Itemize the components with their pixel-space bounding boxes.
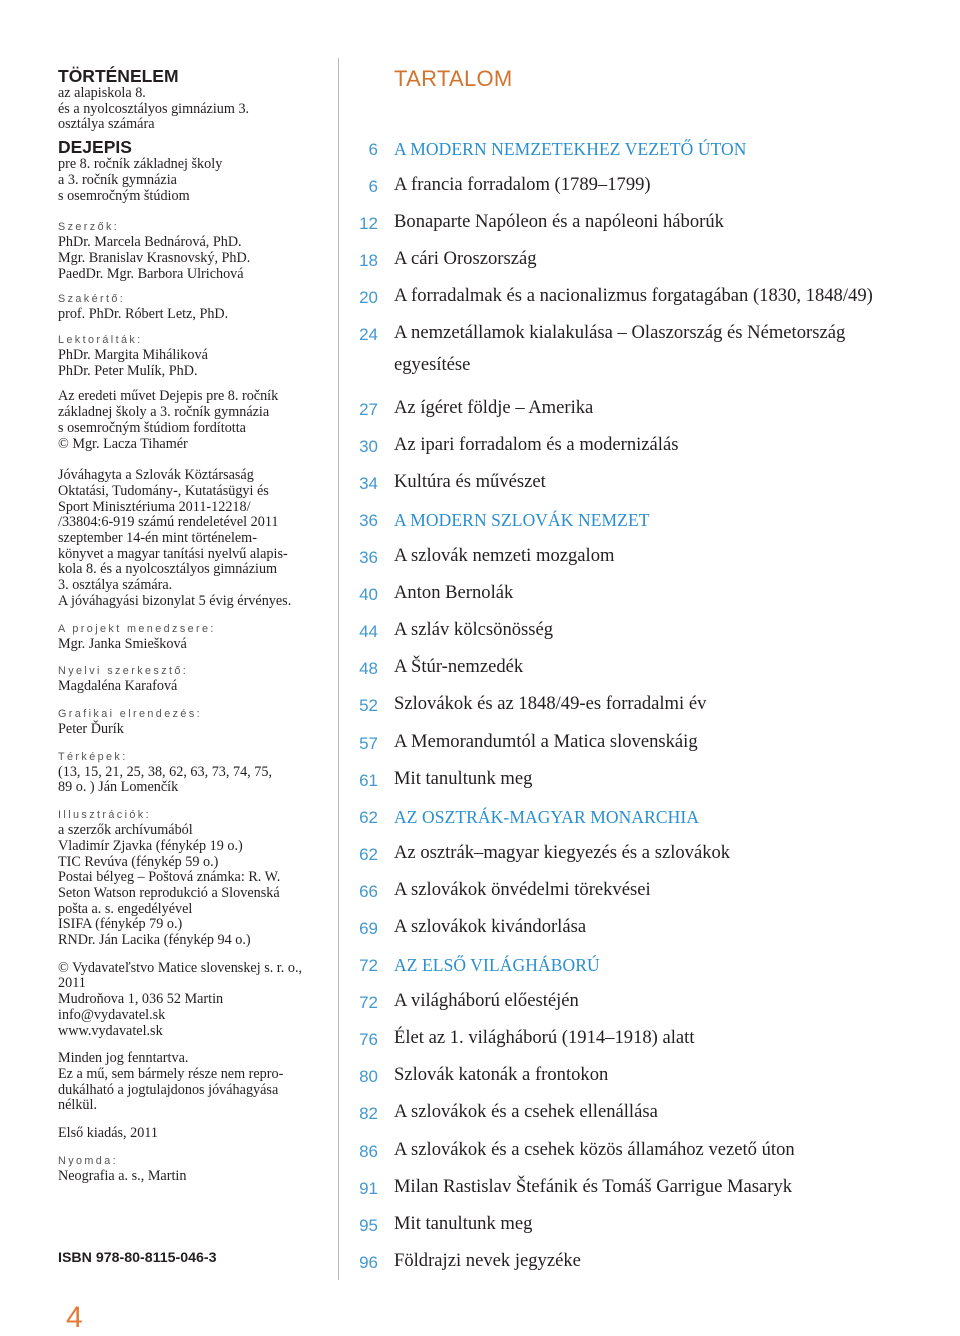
toc-page-number: 95 — [359, 1215, 378, 1235]
approval-line: Oktatási, Tudomány-, Kutatásügyi és — [58, 482, 269, 499]
reviewers-label: Lektorálták: — [58, 334, 143, 347]
toc-title: TARTALOM — [394, 66, 513, 91]
project-manager-label: A projekt menedzsere: — [58, 622, 216, 635]
illustrations-line: Seton Watson reprodukció a Slovenská — [58, 884, 280, 901]
expert: prof. PhDr. Róbert Letz, PhD. — [58, 306, 229, 323]
toc-page-number: 96 — [359, 1252, 378, 1272]
toc-entry-title: AZ OSZTRÁK-MAGYAR MONARCHIA — [394, 806, 700, 827]
toc-entry-title: A MODERN SZLOVÁK NEMZET — [394, 509, 650, 530]
history-title: TÖRTÉNELEM — [58, 66, 179, 86]
toc-page-number: 36 — [359, 548, 378, 568]
translation-note — [58, 389, 326, 452]
publisher-line: 2011 — [58, 975, 86, 992]
illustrations-line: ISIFA (fénykép 79 o.) — [58, 916, 183, 933]
edition: Első kiadás, 2011 — [58, 1125, 158, 1142]
toc-entry-title: Szlovákok és az 1848/49-es forradalmi év — [394, 693, 707, 715]
toc-entry[interactable] — [340, 913, 958, 950]
graphic-design-label: Grafikai elrendezés: — [58, 707, 203, 720]
toc-entry-title: Élet az 1. világháború (1914–1918) alatt — [394, 1027, 695, 1049]
toc-entry[interactable] — [340, 353, 958, 394]
author: Mgr. Branislav Krasnovský, PhD. — [58, 249, 251, 266]
toc-entry-title: A nemzetállamok kialakulása – Olaszország és Németország — [394, 322, 846, 344]
toc-entry-title: Mit tanultunk meg — [394, 767, 533, 789]
toc-page-number: 62 — [359, 844, 378, 864]
history-sub-line: és a nyolcosztályos gimnázium 3. — [58, 100, 250, 117]
toc-entry[interactable] — [340, 1210, 958, 1247]
toc-page-number: 34 — [359, 473, 378, 493]
toc-page-number: 18 — [359, 251, 378, 271]
toc-entry-title: A szlovák nemzeti mozgalom — [394, 545, 615, 567]
toc-entry-title: A szlovákok és a csehek ellenállása — [394, 1101, 658, 1123]
toc-entry[interactable] — [340, 876, 958, 913]
toc-page-number: 72 — [359, 993, 378, 1013]
illustrations-label: Illusztrációk: — [58, 809, 151, 822]
toc-page-number: 52 — [359, 696, 378, 716]
toc-entry[interactable] — [340, 653, 958, 690]
toc-entry[interactable] — [340, 765, 958, 802]
isbn: ISBN 978-80-8115-046-3 — [58, 1250, 217, 1266]
toc-entry-title: Az osztrák–magyar kiegyezés és a szlovákok — [394, 841, 731, 863]
graphic-designer: Peter Ďurík — [58, 720, 124, 737]
toc-entry-title: Kultúra és művészet — [394, 470, 546, 492]
toc-entry-title: A világháború előestéjén — [394, 990, 579, 1012]
toc-page-number: 80 — [359, 1067, 378, 1087]
toc-entry[interactable] — [340, 1024, 958, 1061]
expert-label: Szakértő: — [58, 293, 126, 306]
approval-line: kola 8. és a nyolcosztályos gimnázium — [58, 561, 278, 578]
toc-entry-title: Az ígéret földje – Amerika — [394, 396, 594, 418]
toc-entry-title: A szláv kölcsönösség — [394, 619, 554, 641]
illustrations-line: a szerzők archívumából — [58, 822, 193, 839]
history-sub-line: az alapiskola 8. — [58, 85, 146, 101]
toc-section-heading[interactable] — [340, 505, 958, 542]
approval-line: A jóváhagyási bizonylat 5 évig érvényes. — [58, 592, 292, 609]
authors-label: Szerzők: — [58, 221, 120, 234]
toc-entry[interactable] — [340, 1136, 958, 1173]
printer-label: Nyomda: — [58, 1154, 119, 1167]
translation-line: Az eredeti művet Dejepis pre 8. ročník — [58, 388, 279, 405]
toc-entry-title: A szlovákok kivándorlása — [394, 915, 587, 937]
toc-page-number: 66 — [359, 881, 378, 901]
toc-entry-title: Anton Bernolák — [394, 582, 514, 604]
toc-page-number: 91 — [359, 1178, 378, 1198]
toc-entry[interactable] — [340, 690, 958, 727]
toc-page-number: 61 — [359, 770, 378, 790]
publisher-website: www.vydavatel.sk — [58, 1022, 163, 1039]
toc-entry[interactable] — [340, 1061, 958, 1098]
toc-entry-title: A cári Oroszország — [394, 248, 537, 270]
publisher-email: info@vydavatel.sk — [58, 1006, 166, 1023]
toc-section-heading[interactable] — [340, 134, 958, 171]
dejepis-sub-line: s osemročným štúdiom — [58, 187, 190, 204]
toc-entry[interactable] — [340, 468, 958, 505]
toc-entry-title: egyesítése — [394, 353, 471, 375]
dejepis-title: DEJEPIS — [58, 137, 132, 158]
author: PhDr. Marcela Bednárová, PhD. — [58, 234, 242, 251]
imprint-column — [58, 66, 326, 1184]
toc-entry[interactable] — [340, 1247, 958, 1284]
printer: Neografia a. s., Martin — [58, 1167, 187, 1184]
toc-page-number: 72 — [359, 956, 378, 976]
toc-list — [340, 134, 958, 1284]
language-editor: Magdaléna Karafová — [58, 678, 178, 695]
toc-entry[interactable] — [340, 282, 958, 319]
column-divider — [338, 58, 339, 1280]
rights-line: Minden jog fenntartva. — [58, 1050, 189, 1067]
toc-entry[interactable] — [340, 542, 958, 579]
toc-page-number: 40 — [359, 585, 378, 605]
toc-page-number: 57 — [359, 733, 378, 753]
toc-entry-title: Az ipari forradalom és a modernizálás — [394, 433, 679, 455]
toc-entry-title: A Štúr-nemzedék — [394, 656, 524, 678]
toc-page-number: 69 — [359, 918, 378, 938]
toc-page-number: 30 — [359, 436, 378, 456]
project-manager: Mgr. Janka Smiešková — [58, 635, 187, 652]
toc-page-number: 48 — [359, 659, 378, 679]
publisher-line: Mudroňova 1, 036 52 Martin — [58, 991, 224, 1008]
dejepis-sub-line: pre 8. ročník základnej školy — [58, 156, 223, 173]
toc-page-number: 76 — [359, 1030, 378, 1050]
toc-entry-title: AZ ELSŐ VILÁGHÁBORÚ — [394, 955, 600, 976]
language-editor-label: Nyelvi szerkesztő: — [58, 665, 189, 678]
toc-entry[interactable] — [340, 1098, 958, 1135]
reviewer: PhDr. Peter Mulík, PhD. — [58, 362, 198, 379]
toc-entry[interactable] — [340, 616, 958, 653]
toc-entry[interactable] — [340, 431, 958, 468]
toc-entry-title: A szlovákok és a csehek közös államához vezető úton — [394, 1138, 795, 1160]
toc-entry-title: Szlovák katonák a frontokon — [394, 1064, 609, 1086]
approval-line: könyvet a magyar tanítási nyelvű alapis- — [58, 545, 288, 562]
toc-entry[interactable] — [340, 245, 958, 282]
toc-entry-title: A francia forradalom (1789–1799) — [394, 174, 651, 196]
translation-line: s osemročným štúdiom fordította — [58, 419, 246, 436]
rights-line: dukálható a jogtulajdonos jóváhagyása — [58, 1081, 279, 1098]
toc-entry-title: Mit tanultunk meg — [394, 1212, 533, 1234]
rights-block — [58, 1051, 326, 1114]
toc-entry-title: Milan Rastislav Štefánik és Tomáš Garrigue Masaryk — [394, 1175, 793, 1197]
toc-entry-title: A MODERN NEMZETEKHEZ VEZETŐ ÚTON — [394, 139, 747, 159]
toc-entry-title: A szlovákok önvédelmi törekvései — [394, 878, 651, 900]
approval-line: 3. osztálya számára. — [58, 577, 173, 594]
toc-entry[interactable] — [340, 171, 958, 208]
translation-line: © Mgr. Lacza Tihamér — [58, 435, 188, 452]
toc-entry-title: A forradalmak és a nacionalizmus forgatagában (1830, 1848/49) — [394, 285, 873, 307]
toc-entry[interactable] — [340, 579, 958, 616]
history-subtitle — [58, 86, 326, 133]
author: PaedDr. Mgr. Barbora Ulrichová — [58, 265, 244, 282]
rights-line: nélkül. — [58, 1097, 98, 1114]
maps-line: (13, 15, 21, 25, 38, 62, 63, 73, 74, 75, — [58, 763, 272, 780]
page-number: 4 — [66, 1301, 83, 1334]
toc-entry[interactable] — [340, 839, 958, 876]
toc-page-number: 20 — [359, 288, 378, 308]
publisher-block — [58, 961, 326, 1040]
toc-entry-title: Földrajzi nevek jegyzéke — [394, 1249, 581, 1271]
toc-page-number: 44 — [359, 622, 378, 642]
illustrations-line: Postai bélyeg – Poštová známka: R. W. — [58, 869, 281, 886]
toc-entry[interactable] — [340, 1173, 958, 1210]
illustrations-line: pošta a. s. engedélyével — [58, 900, 193, 917]
toc-page-number: 12 — [359, 214, 378, 234]
approval-line: Sport Minisztériuma 2011-12218/ — [58, 498, 251, 515]
toc-page-number: 24 — [359, 325, 378, 345]
dejepis-sub-line: a 3. ročník gymnázia — [58, 171, 177, 188]
toc-entry[interactable] — [340, 987, 958, 1024]
toc-page-number: 6 — [368, 177, 378, 197]
toc-section-heading[interactable] — [340, 950, 958, 987]
toc-page-number: 27 — [359, 399, 378, 419]
toc-page-number: 6 — [368, 140, 378, 159]
reviewer: PhDr. Margita Miháliková — [58, 347, 208, 364]
approval-line: szeptember 14-én mint történelem- — [58, 530, 257, 547]
toc-entry[interactable] — [340, 208, 958, 245]
illustrations-line: TIC Revúva (fénykép 59 o.) — [58, 853, 219, 870]
toc-entry[interactable] — [340, 728, 958, 765]
illustrations-line: Vladimír Zjavka (fénykép 19 o.) — [58, 837, 243, 854]
publisher-line: © Vydavateľstvo Matice slovenskej s. r. o., — [58, 959, 303, 976]
toc-page-number: 82 — [359, 1104, 378, 1124]
toc-page-number: 62 — [359, 807, 378, 827]
toc-section-heading[interactable] — [340, 802, 958, 839]
toc-entry-title: Bonaparte Napóleon és a napóleoni háborúk — [394, 211, 724, 233]
maps-label: Térképek: — [58, 750, 128, 763]
toc-entry-title: A Memorandumtól a Matica slovenskáig — [394, 730, 698, 752]
dejepis-subtitle — [58, 157, 326, 204]
approval-line: /33804:6-919 számú rendeletével 2011 — [58, 514, 279, 531]
maps-line: 89 o. ) Ján Lomenčík — [58, 779, 179, 796]
illustrations-line: RNDr. Ján Lacika (fénykép 94 o.) — [58, 932, 251, 949]
toc-page-number: 86 — [359, 1141, 378, 1161]
translation-line: základnej školy a 3. ročník gymnázia — [58, 404, 270, 421]
approval-line: Jóváhagyta a Szlovák Köztársaság — [58, 467, 254, 484]
rights-line: Ez a mű, sem bármely része nem repro- — [58, 1065, 284, 1082]
approval-note — [58, 468, 326, 609]
toc-entry[interactable] — [340, 394, 958, 431]
toc-page-number: 36 — [359, 510, 378, 530]
toc-entry[interactable] — [340, 319, 958, 356]
history-sub-line: osztálya számára — [58, 116, 155, 133]
